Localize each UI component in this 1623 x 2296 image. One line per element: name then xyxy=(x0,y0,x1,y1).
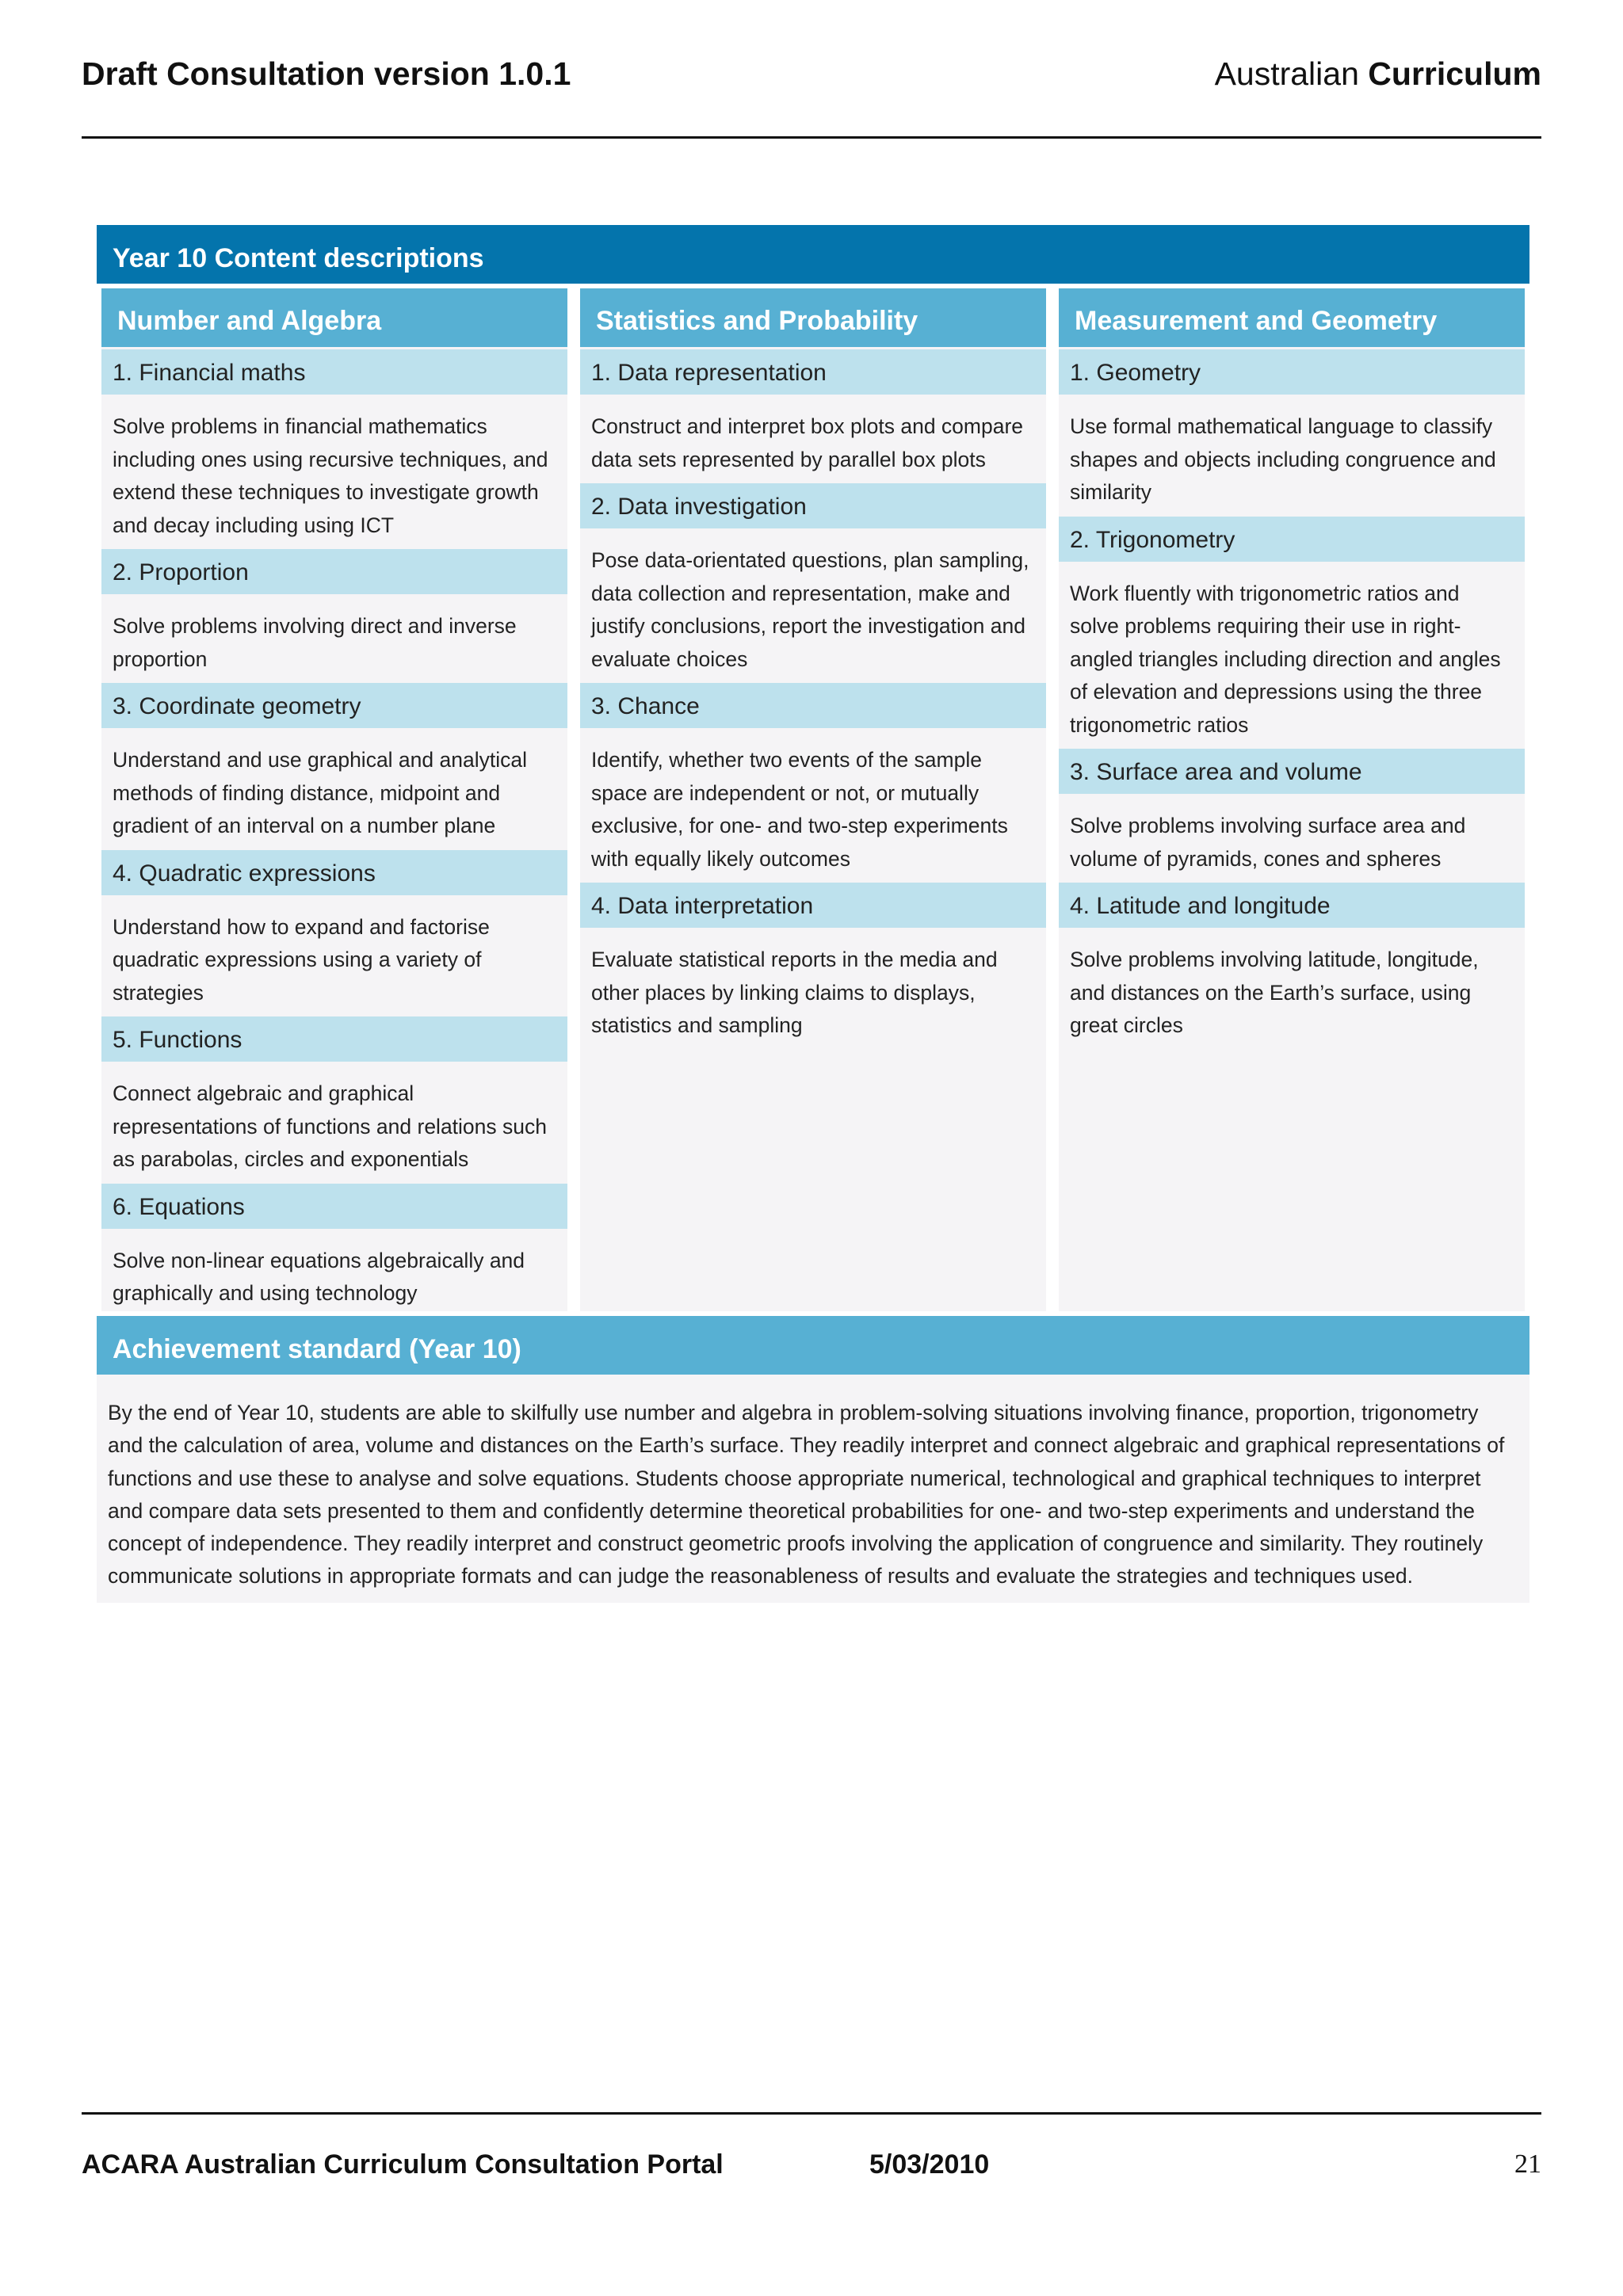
topic-title: 1. Financial maths xyxy=(101,349,567,395)
strand-columns xyxy=(97,284,1529,1311)
topic-title: 1. Data representation xyxy=(580,349,1046,395)
topic-title: 2. Data investigation xyxy=(580,483,1046,528)
strand-heading: Statistics and Probability xyxy=(580,288,1046,347)
page-footer xyxy=(82,2112,1541,2194)
topic-title: 4. Data interpretation xyxy=(580,883,1046,928)
topic-description: Use formal mathematical language to classify shapes and objects including congruence and similarity xyxy=(1070,414,1496,504)
topic-description: Identify, whether two events of the sample space are independent or not, or mutually exclusive, for one- and two-step experiments with equally likely outcomes xyxy=(591,748,1008,871)
content-banner: Year 10 Content descriptions xyxy=(97,225,1529,284)
topic-title: 3. Coordinate geometry xyxy=(101,683,567,728)
strand-heading: Measurement and Geometry xyxy=(1059,288,1525,347)
topic-title: 3. Surface area and volume xyxy=(1059,749,1525,794)
topic-description: Solve problems in financial mathematics including ones using recursive techniques, and extend these techniques to investigate growth and decay including using ICT xyxy=(113,414,548,537)
footer-date: 5/03/2010 xyxy=(869,2149,990,2180)
strand-measurement-geometry xyxy=(1059,288,1525,1311)
topic-title: 1. Geometry xyxy=(1059,349,1525,395)
strand-statistics-probability xyxy=(580,288,1046,1311)
topic-description: Construct and interpret box plots and compare data sets represented by parallel box plots xyxy=(591,414,1024,471)
topic-description: Solve non-linear equations algebraically and graphically and using technology xyxy=(113,1248,525,1305)
page-header xyxy=(82,55,1541,139)
topic-description: Understand how to expand and factorise quadratic expressions using a variety of strategies xyxy=(113,914,490,1005)
strand-number-algebra xyxy=(101,288,567,1311)
strand-heading: Number and Algebra xyxy=(101,288,567,347)
topic-description: Solve problems involving latitude, longitude, and distances on the Earth’s surface, using great circles xyxy=(1070,948,1479,1037)
topic-title: 2. Proportion xyxy=(101,549,567,594)
topic-title: 4. Latitude and longitude xyxy=(1059,883,1525,928)
topic-title: 6. Equations xyxy=(101,1184,567,1229)
achievement-text: By the end of Year 10, students are able to skilfully use number and algebra in problem-solving situations involving finance, proportion, trigonometry and the calculation of area, volume and distances on the Earth’s surface. They readily interpret and connect algebraic and graphical representations of functions and use these to analyse and solve equations. Students choose appropriate numerical, technological and graphical techniques to interpret and compare data sets presented to them and confidently determine theoretical probabilities for one- and two-step experiments and understand the concept of independence. They readily interpret and construct geometric proofs involving the application of congruence and similarity. They routinely communicate solutions in appropriate formats and can judge the reasonableness of results and evaluate the strategies and techniques used. xyxy=(97,1375,1529,1603)
topic-description: Understand and use graphical and analytical methods of finding distance, midpoint and gradient of an interval on a number plane xyxy=(113,748,527,837)
topic-description: Pose data-orientated questions, plan sampling, data collection and representation, make and justify conclusions, report the investigation and evaluate choices xyxy=(591,548,1029,671)
topic-description: Connect algebraic and graphical representations of functions and relations such as parabolas, circles and exponentials xyxy=(113,1081,547,1171)
content-table xyxy=(97,225,1529,1603)
brand-bold: Curriculum xyxy=(1368,55,1541,92)
topic-description: Evaluate statistical reports in the media and other places by linking claims to displays, statistics and sampling xyxy=(591,948,998,1037)
footer-portal: ACARA Australian Curriculum Consultation Portal xyxy=(82,2149,724,2180)
brand-light: Australian xyxy=(1214,55,1359,92)
brand-logo-text xyxy=(1215,55,1541,93)
achievement-banner: Achievement standard (Year 10) xyxy=(97,1316,1529,1375)
topic-title: 4. Quadratic expressions xyxy=(101,850,567,895)
topic-description: Solve problems involving surface area and volume of pyramids, cones and spheres xyxy=(1070,814,1466,871)
topic-title: 2. Trigonometry xyxy=(1059,517,1525,562)
topic-title: 5. Functions xyxy=(101,1016,567,1062)
document-title: Draft Consultation version 1.0.1 xyxy=(82,55,571,92)
topic-description: Solve problems involving direct and inverse proportion xyxy=(113,614,517,671)
topic-title: 3. Chance xyxy=(580,683,1046,728)
topic-description: Work fluently with trigonometric ratios and solve problems requiring their use in right-angled triangles including direction and angles of elevation and depressions using the three trigonometric ratios xyxy=(1070,581,1501,737)
page-number: 21 xyxy=(1514,2149,1541,2179)
